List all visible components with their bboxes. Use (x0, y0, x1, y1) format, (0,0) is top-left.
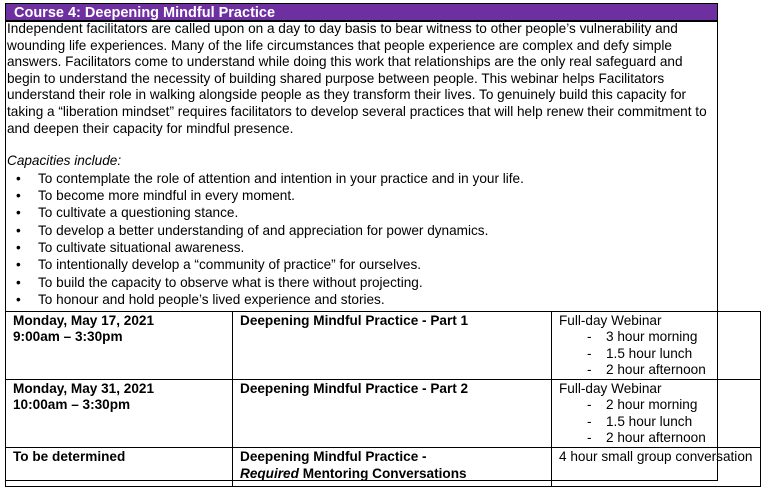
list-item: - 1.5 hour lunch (587, 345, 693, 361)
list-item: - 1.5 hour lunch (587, 413, 693, 429)
session-format: 4 hour small group conversation (559, 449, 753, 465)
table-row (6, 448, 761, 487)
session-date: Monday, May 17, 2021 (13, 313, 155, 328)
table-row (6, 380, 761, 448)
bullet-icon: • (16, 205, 21, 221)
list-item: - 2 hour afternoon (587, 361, 706, 377)
date-cell (6, 312, 233, 380)
session-format: Full-day Webinar (559, 313, 662, 328)
dash-icon: - (587, 361, 592, 377)
bullet-icon: • (16, 188, 21, 204)
course-title: Course 4: Deepening Mindful Practice (14, 5, 276, 21)
intro-paragraph: Independent facilitators are called upon on a day to day basis to bear witness to other people’s vulnerability and wounding life experiences. Many of the life circumstances that people experience are complex and defy simple answers. Facilitators come to understand while doing this work that relationships are the only real safeguard and begin to understand the necessity of building shared purpose between people. This webinar helps Facilitators understand their role in walking alongside people as they transform their lives. To genuinely build this capacity for taking a “liberation mindset” requires facilitators to develop several practices that will help renew their commitment to and deepen their capacity for mindful presence. (7, 21, 707, 136)
list-item: • To intentionally develop a “community of practice” for ourselves. (16, 257, 422, 273)
list-item: • To become more mindful in every moment. (16, 188, 295, 204)
session-cell (233, 312, 552, 380)
format-cell (552, 380, 761, 448)
dash-icon: - (587, 430, 592, 446)
list-item: - 2 hour morning (587, 397, 698, 413)
bullet-icon: • (16, 239, 21, 255)
session-cell (233, 448, 552, 487)
dash-icon: - (587, 345, 592, 361)
session-time: 9:00am – 3:30pm (13, 329, 123, 345)
bullet-icon: • (16, 222, 21, 238)
format-details (559, 397, 754, 446)
dash-icon: - (587, 329, 592, 345)
capacities-list (7, 170, 712, 308)
format-details (559, 329, 754, 378)
list-item: • To cultivate a questioning stance. (16, 205, 239, 221)
session-subtitle: Required Mentoring Conversations (240, 465, 467, 481)
bullet-icon: • (16, 257, 21, 273)
schedule-table (5, 311, 761, 487)
dash-icon: - (587, 397, 592, 413)
session-title: Deepening Mindful Practice - (240, 449, 427, 465)
required-emphasis: Required (240, 465, 299, 481)
list-item: • To honour and hold people’s lived experience and stories. (16, 291, 385, 307)
bullet-icon: • (16, 291, 21, 307)
bullet-icon: • (16, 170, 21, 186)
list-item: • To contemplate the role of attention and intention in your practice and in your life. (16, 170, 524, 186)
table-row (6, 312, 761, 380)
session-date: Monday, May 31, 2021 (13, 381, 155, 397)
session-format: Full-day Webinar (559, 381, 662, 397)
dash-icon: - (587, 413, 592, 429)
course-title-bar (5, 3, 718, 21)
date-cell (6, 380, 233, 448)
list-item: - 3 hour morning (587, 329, 698, 345)
format-cell (552, 312, 761, 380)
session-cell (233, 380, 552, 448)
bullet-icon: • (16, 274, 21, 290)
capacities-title: Capacities include: (7, 153, 122, 169)
session-time: 10:00am – 3:30pm (13, 397, 131, 413)
list-item: • To build the capacity to observe what is there without projecting. (16, 274, 423, 290)
list-item: - 2 hour afternoon (587, 430, 706, 446)
format-cell (552, 448, 761, 487)
list-item: • To develop a better understanding of and appreciation for power dynamics. (16, 222, 489, 238)
list-item: • To cultivate situational awareness. (16, 239, 245, 255)
course-intro (7, 21, 712, 308)
date-cell (6, 448, 233, 487)
session-title: Deepening Mindful Practice - Part 2 (240, 381, 469, 397)
session-title: Deepening Mindful Practice - Part 1 (240, 313, 469, 328)
session-date: To be determined (13, 449, 126, 465)
